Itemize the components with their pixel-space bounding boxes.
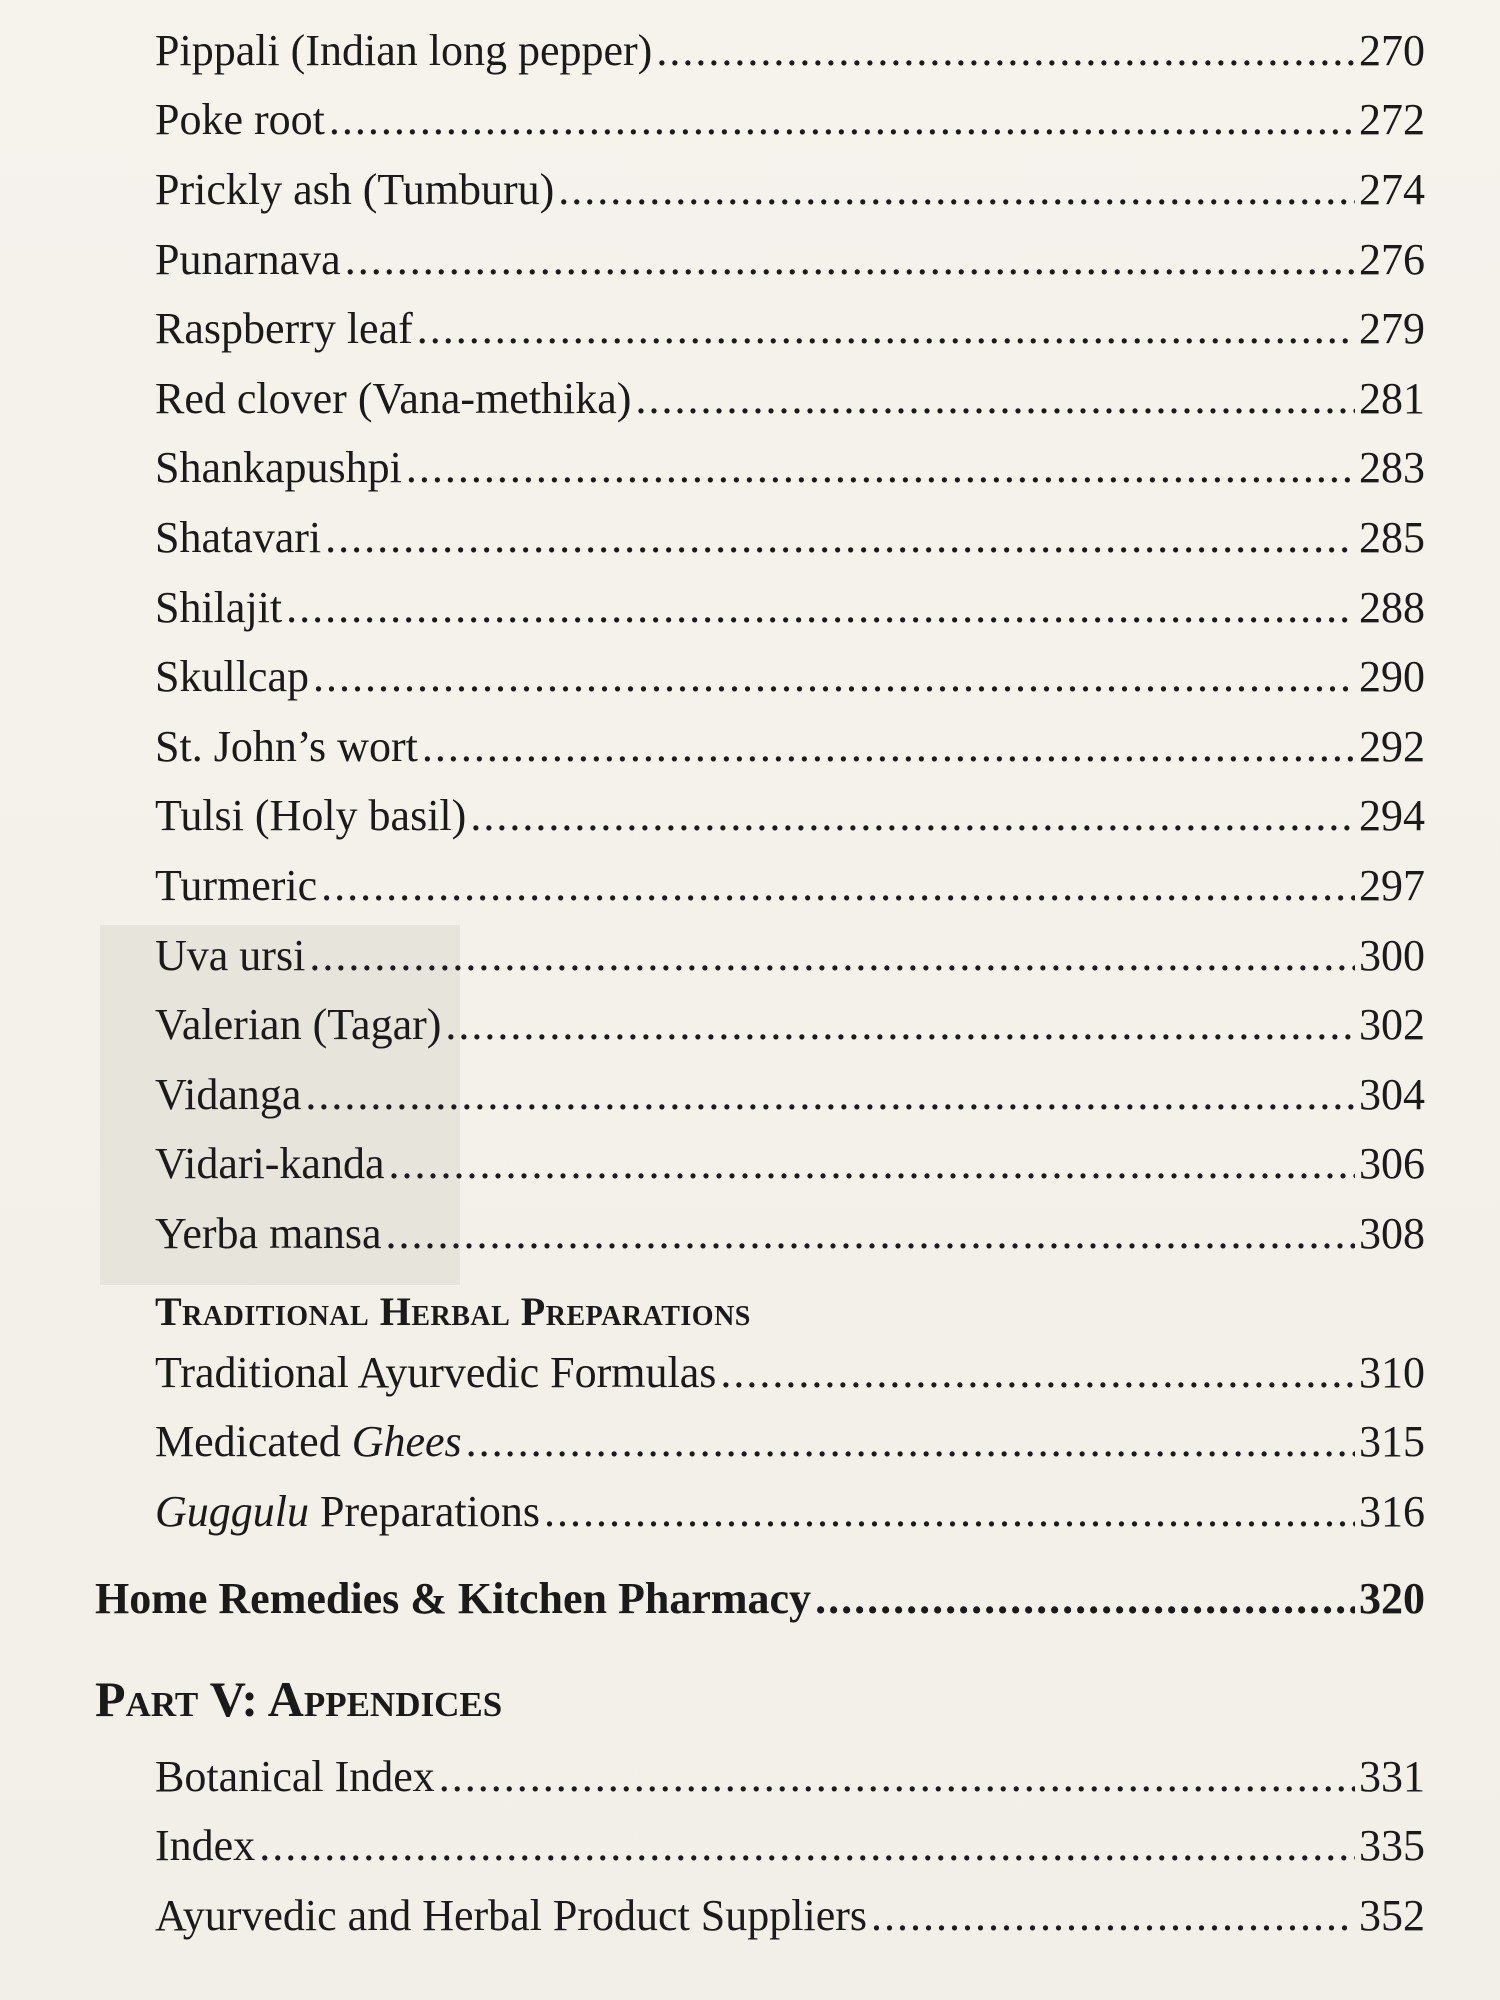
toc-entry-page: 290 [1359, 652, 1425, 701]
toc-entry-page: 292 [1359, 722, 1425, 771]
dot-leader [466, 1414, 1355, 1470]
toc-entry[interactable] [155, 1818, 1425, 1874]
title-text: Medicated [155, 1417, 352, 1466]
toc-entry[interactable] [155, 440, 1425, 496]
dot-leader [635, 371, 1355, 427]
toc-entry[interactable] [155, 162, 1425, 218]
toc-entry-title: Uva ursi [155, 931, 306, 980]
toc-entry-page: 276 [1359, 235, 1425, 284]
toc-entry-title: Vidanga [155, 1070, 302, 1119]
toc-entry-title: Home Remedies & Kitchen Pharmacy [95, 1574, 812, 1623]
dot-leader [656, 23, 1355, 79]
dot-leader [329, 92, 1355, 148]
dot-leader [871, 1888, 1355, 1944]
dot-leader [815, 1571, 1355, 1627]
toc-entry[interactable] [155, 649, 1425, 705]
toc-entry-title: Skullcap [155, 652, 309, 701]
toc-entry-chapter[interactable] [95, 1571, 1425, 1627]
dot-leader [313, 649, 1355, 705]
toc-entry[interactable] [155, 1749, 1425, 1805]
dot-leader [388, 1136, 1355, 1192]
toc-entry[interactable] [155, 301, 1425, 357]
toc-entry-page: 331 [1359, 1752, 1425, 1801]
dot-leader [305, 1067, 1355, 1123]
dot-leader [720, 1345, 1355, 1401]
toc-entry[interactable] [155, 1345, 1425, 1401]
title-italic-text: Guggulu [155, 1487, 309, 1536]
toc-entry-page: 270 [1359, 26, 1425, 75]
toc-entry[interactable] [155, 1484, 1425, 1540]
toc-entry-page: 285 [1359, 513, 1425, 562]
dot-leader [309, 928, 1355, 984]
toc-entry-title: Botanical Index [155, 1752, 435, 1801]
dot-leader [544, 1484, 1355, 1540]
toc-entry-title: Index [155, 1821, 256, 1870]
toc-entry-page: 302 [1359, 1000, 1425, 1049]
toc-entry-page: 352 [1359, 1891, 1425, 1940]
dot-leader [470, 788, 1355, 844]
toc-entry-title: Turmeric [155, 861, 318, 910]
toc-entry[interactable] [155, 1414, 1425, 1470]
toc-entry-title: Shankapushpi [155, 443, 402, 492]
toc-entry-title: Traditional Ayurvedic Formulas [155, 1348, 717, 1397]
toc-entry-title: Prickly ash (Tumburu) [155, 165, 555, 214]
toc-entry-page: 308 [1359, 1209, 1425, 1258]
toc-entry-page: 335 [1359, 1821, 1425, 1870]
toc-entry[interactable] [155, 92, 1425, 148]
toc-entry-page: 315 [1359, 1417, 1425, 1466]
toc-entry[interactable] [155, 928, 1425, 984]
toc-entry[interactable] [155, 858, 1425, 914]
toc-entry-page: 304 [1359, 1070, 1425, 1119]
toc-entry-title: Raspberry leaf [155, 304, 413, 353]
dot-leader [259, 1818, 1355, 1874]
dot-leader [345, 232, 1355, 288]
dot-leader [406, 440, 1355, 496]
title-italic-text: Ghees [351, 1417, 462, 1466]
toc-entry-page: 297 [1359, 861, 1425, 910]
dot-leader [558, 162, 1355, 218]
dot-leader [325, 510, 1355, 566]
part-heading: Part V: Appendices [95, 1671, 503, 1727]
toc-entry[interactable] [155, 580, 1425, 636]
toc-entry-title: Poke root [155, 95, 325, 144]
toc-entry-title: Ayurvedic and Herbal Product Suppliers [155, 1891, 868, 1940]
toc-entry[interactable] [155, 1206, 1425, 1262]
toc-entry[interactable] [155, 788, 1425, 844]
toc-entry[interactable] [155, 1067, 1425, 1123]
toc-entry-title: Red clover (Vana-methika) [155, 374, 632, 423]
toc-entry-page: 316 [1359, 1487, 1425, 1536]
toc-entry-page: 274 [1359, 165, 1425, 214]
dot-leader [286, 580, 1355, 636]
dot-leader [417, 301, 1355, 357]
toc-entry-title [155, 1484, 540, 1540]
toc-entry[interactable] [155, 1136, 1425, 1192]
toc-entry[interactable] [155, 1888, 1425, 1944]
toc-entry-page: 306 [1359, 1139, 1425, 1188]
toc-entry-page: 279 [1359, 304, 1425, 353]
dot-leader [445, 997, 1355, 1053]
toc-entry-page: 294 [1359, 791, 1425, 840]
toc-entry-title: Vidari-kanda [155, 1139, 385, 1188]
toc-entry-title: Shatavari [155, 513, 322, 562]
toc-entry-title: St. John’s wort [155, 722, 418, 771]
toc-entry-page: 300 [1359, 931, 1425, 980]
toc-entry-page: 288 [1359, 583, 1425, 632]
toc-entry-title: Pippali (Indian long pepper) [155, 26, 653, 75]
dot-leader [386, 1206, 1356, 1262]
toc-entry-page: 272 [1359, 95, 1425, 144]
toc-entry-page: 283 [1359, 443, 1425, 492]
toc-entry[interactable] [155, 371, 1425, 427]
toc-entry[interactable] [155, 719, 1425, 775]
toc-entry[interactable] [155, 997, 1425, 1053]
toc-entry[interactable] [155, 510, 1425, 566]
toc-entry-title: Punarnava [155, 235, 341, 284]
dot-leader [321, 858, 1355, 914]
title-text: Preparations [309, 1487, 540, 1536]
toc-entry-title: Tulsi (Holy basil) [155, 791, 467, 840]
dot-leader [422, 719, 1355, 775]
toc-entry[interactable] [155, 23, 1425, 79]
toc-entry-title: Yerba mansa [155, 1209, 382, 1258]
toc-entry-page: 320 [1359, 1574, 1425, 1623]
toc-entry-page: 281 [1359, 374, 1425, 423]
toc-entry-title: Valerian (Tagar) [155, 1000, 442, 1049]
toc-entry-title: Shilajit [155, 583, 283, 632]
dot-leader [439, 1749, 1355, 1805]
toc-entry-page: 310 [1359, 1348, 1425, 1397]
section-subheading: Traditional Herbal Preparations [155, 1289, 751, 1334]
toc-entry[interactable] [155, 232, 1425, 288]
toc-entry-title [155, 1414, 462, 1470]
